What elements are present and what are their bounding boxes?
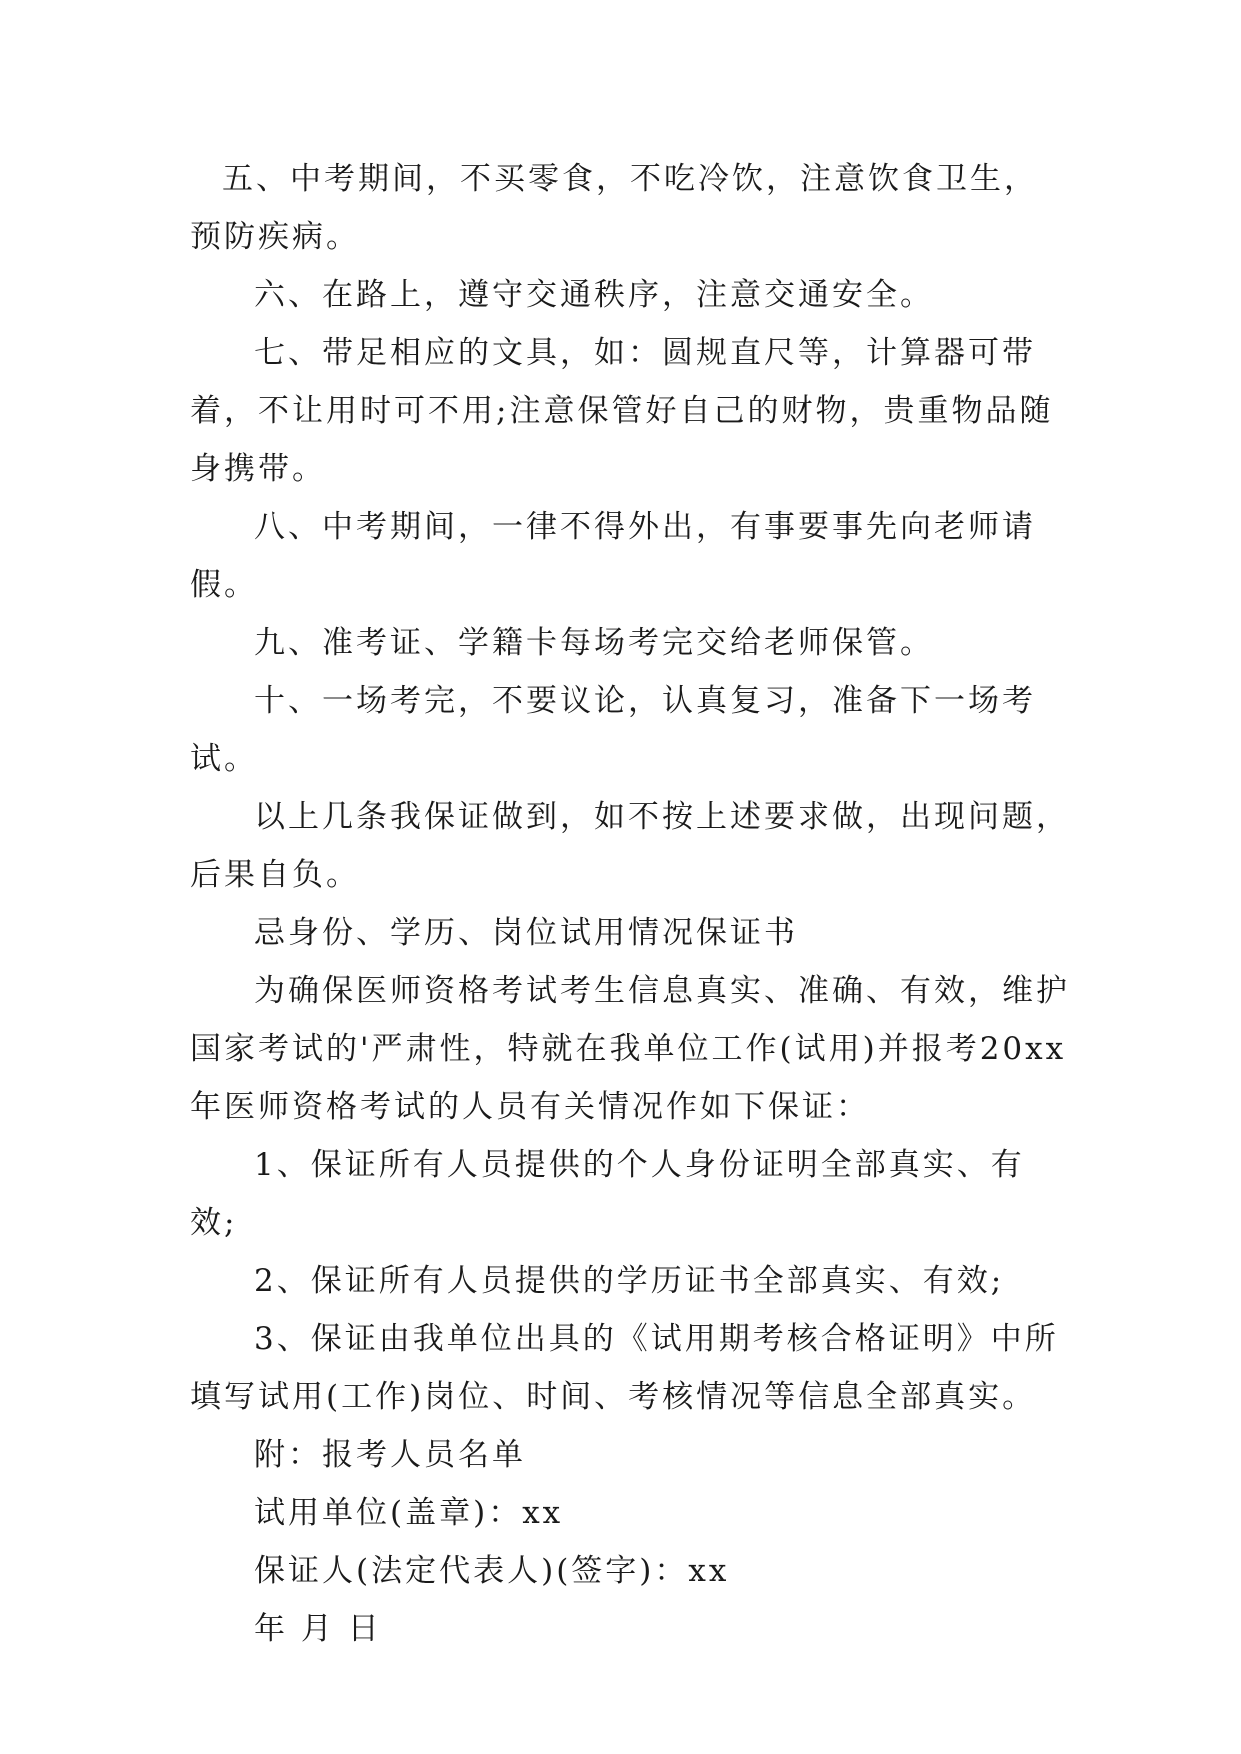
guarantee-title: 忌身份、学历、岗位试用情况保证书 xyxy=(254,915,798,951)
guarantee-clause-3: 3、保证由我单位出具的《试用期考核合格证明》中所填写试用(工作)岗位、时间、考核情况等信息全部真实。 xyxy=(190,1321,1059,1415)
unit-seal-line: 试用单位(盖章)：xx xyxy=(254,1495,564,1531)
document-body xyxy=(190,150,1070,1658)
guarantee-clause-1: 1、保证所有人员提供的个人身份证明全部真实、有效; xyxy=(190,1147,1025,1241)
guarantor-signature-line: 保证人(法定代表人)(签字)：xx xyxy=(254,1553,730,1589)
paragraph-item-7: 七、带足相应的文具，如：圆规直尺等，计算器可带着，不让用时可不用;注意保管好自己的财物，贵重物品随身携带。 xyxy=(190,335,1054,487)
guarantee-clause-2: 2、保证所有人员提供的学历证书全部真实、有效; xyxy=(254,1263,1005,1299)
attachment-line: 附：报考人员名单 xyxy=(254,1437,526,1473)
guarantee-intro: 为确保医师资格考试考生信息真实、准确、有效，维护国家考试的'严肃性，特就在我单位工作(试用)并报考20xx年医师资格考试的人员有关情况作如下保证： xyxy=(190,973,1070,1125)
date-line: 年 月 日 xyxy=(254,1611,382,1647)
paragraph-item-8: 八、中考期间，一律不得外出，有事要事先向老师请假。 xyxy=(190,509,1036,603)
paragraph-item-10: 十、一场考完，不要议论，认真复习，准备下一场考试。 xyxy=(190,683,1036,777)
paragraph-commitment: 以上几条我保证做到，如不按上述要求做，出现问题，后果自负。 xyxy=(190,799,1070,893)
paragraph-item-5: 五、中考期间，不买零食，不吃冷饮，注意饮食卫生，预防疾病。 xyxy=(190,161,1038,255)
paragraph-item-9: 九、准考证、学籍卡每场考完交给老师保管。 xyxy=(254,625,934,661)
paragraph-item-6: 六、在路上，遵守交通秩序，注意交通安全。 xyxy=(254,277,934,313)
